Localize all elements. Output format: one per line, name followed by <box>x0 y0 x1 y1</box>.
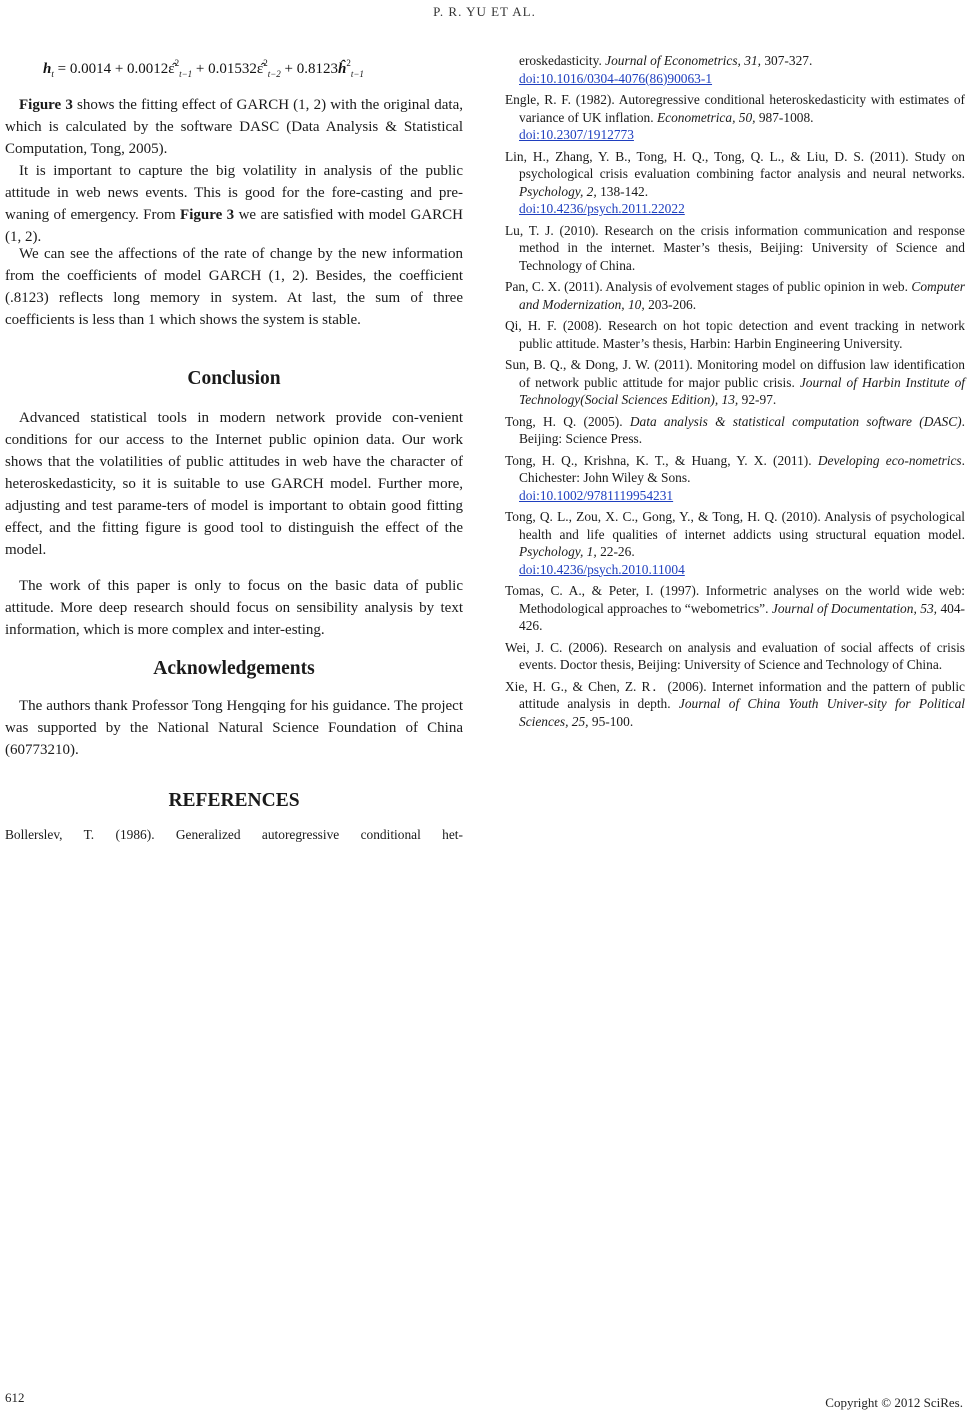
equation-eps2: ε̂ <box>256 61 264 77</box>
ref-text: Pan, C. X. (2011). Analysis of evolvement stages of public opinion in web. <box>505 279 912 294</box>
reference-item <box>505 508 965 578</box>
ref-text: Qi, H. F. (2008). Research on hot topic detection and event tracking in network public attitude. Master’s thesis, Harbin: Harbin Engineering University. <box>505 318 965 351</box>
heading-references: REFERENCES <box>168 790 300 811</box>
ref-text: Tomas, C. A., & Peter, I. (1997). Informetric analyses on the world wide web: Methodological approaches to “webometrics”. <box>505 583 965 616</box>
ref-pages: 95-100. <box>588 713 634 729</box>
ref-text: Tong, H. Q., Krishna, K. T., & Huang, Y. X. (2011). <box>505 452 818 468</box>
ref-text: Lu, T. J. (2010). Research on the crisis information communication and response method in the internet. Master’s thesis, Beijing: University of Science and Technology of China. <box>505 222 965 273</box>
equation-mid: + 0.01532 <box>192 61 257 77</box>
equation-eps2-sup: 2 <box>263 58 268 68</box>
ref-text: Lin, H., Zhang, Y. B., Tong, H. Q., Tong, Q. L., & Liu, D. S. (2011). Study on psychological crisis evaluation combining factor analysis and neural networks. <box>505 148 965 181</box>
heading-conclusion: Conclusion <box>187 368 281 389</box>
ref-text: eroskedasticity. <box>519 53 606 68</box>
ref-journal: Psychology, 1, <box>519 544 597 559</box>
equation-tail: + 0.8123 <box>280 61 338 77</box>
equation-h-last-sub: t−1 <box>350 69 364 79</box>
garch-equation <box>43 58 364 79</box>
equation-eps1-sup: 2 <box>174 58 180 68</box>
equation-lhs-sub: t <box>51 69 54 79</box>
equation-lhs-var: h <box>43 61 52 77</box>
ref-pages: 92-97. <box>738 392 777 407</box>
paragraph-figure3 <box>5 94 463 160</box>
doi-link[interactable]: doi:10.1002/9781119954231 <box>519 487 674 503</box>
reference-item <box>505 317 965 352</box>
equation-eps2-sub: t−2 <box>267 69 281 79</box>
ref-journal: Journal of Econometrics, 31, <box>605 53 761 68</box>
reference-item <box>505 413 965 448</box>
ref-journal: Computer and Modernization, 10, <box>519 279 965 312</box>
doi-link[interactable]: doi:10.4236/psych.2010.11004 <box>519 561 685 577</box>
ref-pages: 138-142. <box>596 183 649 199</box>
ref-text: Tong, Q. L., Zou, X. C., Gong, Y., & Tong, H. Q. (2010). Analysis of psychological health and life qualities of internet addicts using structural equation model. <box>505 509 965 542</box>
ref-journal: Psychology, 2, <box>519 183 597 199</box>
reference-item <box>505 639 965 674</box>
paragraph-acknowledgements: The authors thank Professor Tong Hengqing for his guidance. The project was supported by the National Natural Science Foundation of China (60773210). <box>5 698 463 758</box>
figure-ref: Figure 3 <box>19 97 73 113</box>
ref-text: Tong, H. Q. (2005). <box>505 413 630 429</box>
reference-bollerslev: Bollerslev, T. (1986). Generalized autoregressive conditional het- <box>5 827 463 842</box>
paragraph-volatility <box>5 160 463 248</box>
reference-item <box>505 356 965 409</box>
paragraph-conclusion: Advanced statistical tools in modern network provide con-venient conditions for our access to the Internet public opinion data. Our work shows that the volatilities of public attitudes in web have the character of heteroskedasticity, so it is suitable to use GARCH model. Further more, adjusting and test parame-ters of model is important to obtain good fitting effect, and the fitting figure is good tool to distinguish the effect of the model. <box>5 410 463 558</box>
ref-publisher: . Beijing: Science Press. <box>519 413 965 446</box>
reference-item <box>505 582 965 635</box>
reference-item <box>505 278 965 313</box>
heading-acknowledgements: Acknowledgements <box>153 658 315 679</box>
ref-title: Data analysis & statistical computation software (DASC) <box>629 413 962 429</box>
reference-item <box>505 222 965 275</box>
ref-pages: 404-426. <box>519 600 965 633</box>
ref-text: Wei, J. C. (2006). Research on analysis and evaluation of social affects of crisis events. Doctor thesis, Beijing: University of Science and Technology of China. <box>505 639 965 672</box>
ref-journal: Econometrica, 50, <box>656 109 756 125</box>
equation-h-last-sup: 2 <box>346 58 351 68</box>
paragraph-text: It is important to capture the big volatility in analysis of the public attitude in web news events. This is good for the fore-casting and pre-waning of emergency. From <box>5 163 463 223</box>
ref-pages: 203-206. <box>644 296 697 312</box>
ref-text: Sun, B. Q., & Dong, J. W. (2011). Monitoring model on diffusion law identification of network public attitude for major public crisis. <box>505 357 965 390</box>
reference-item <box>505 52 965 87</box>
paragraph-coefficients: We can see the affections of the rate of change by the new information from the coefficients of model GARCH (1, 2). Besides, the coefficient (.8123) reflects long memory in system. At last, the sum of three coefficients is less than 1 which shows the system is stable. <box>5 246 463 328</box>
reference-item <box>505 452 965 505</box>
ref-journal: Journal of China Youth Univer-sity for Political Sciences, 25, <box>519 696 965 729</box>
paragraph-future-work: The work of this paper is only to focus on the basic data of public attitude. More deep research should focus on sensibility analysis by text information, which is more complex and inter-esting. <box>5 578 463 638</box>
doi-link[interactable]: doi:10.1016/0304-4076(86)90063-1 <box>519 70 713 86</box>
equation-eps1-sub: t−1 <box>179 69 193 79</box>
doi-link[interactable]: doi:10.4236/psych.2011.22022 <box>519 201 685 216</box>
ref-text: Engle, R. F. (1982). Autoregressive conditional heteroskedasticity with estimates of variance of UK inflation. <box>505 92 965 125</box>
ref-title: Developing eco-nometrics <box>817 452 962 468</box>
page-number: 612 <box>5 1390 25 1405</box>
reference-item <box>505 148 965 218</box>
references-list <box>505 52 965 734</box>
ref-journal: Journal of Harbin Institute of Technology(Social Sciences Edition), 13, <box>519 374 966 407</box>
ref-pages: 22-26. <box>596 544 635 559</box>
copyright-notice: Copyright © 2012 SciRes. <box>825 1395 963 1410</box>
figure-ref: Figure 3 <box>180 207 235 223</box>
doi-link[interactable]: doi:10.2307/1912773 <box>519 127 634 142</box>
running-header: P. R. YU ET AL. <box>433 4 536 19</box>
equation-eps1: ε̂ <box>168 61 175 77</box>
ref-pages: 307-327. <box>761 53 813 68</box>
paragraph-text: shows the fitting effect of GARCH (1, 2) with the original data, which is calculated by the software DASC (Data Analysis & Statistical Computation, Tong, 2005). <box>5 97 463 157</box>
equation-h-last: ĥ <box>338 61 347 77</box>
ref-publisher: . Chichester: John Wiley & Sons. <box>519 452 965 485</box>
equation-prefix: = 0.0014 + 0.0012 <box>57 61 169 77</box>
ref-pages: 987-1008. <box>755 109 814 125</box>
reference-item <box>505 678 965 731</box>
ref-journal: Journal of Documentation, 53, <box>771 600 937 616</box>
ref-text: Xie, H. G., & Chen, Z. R．(2006). Internet information and the pattern of public attitude analysis in depth. <box>505 678 965 711</box>
reference-item <box>505 91 965 144</box>
paragraph-text: we are satisfied with model GARCH (1, 2). <box>5 207 463 245</box>
